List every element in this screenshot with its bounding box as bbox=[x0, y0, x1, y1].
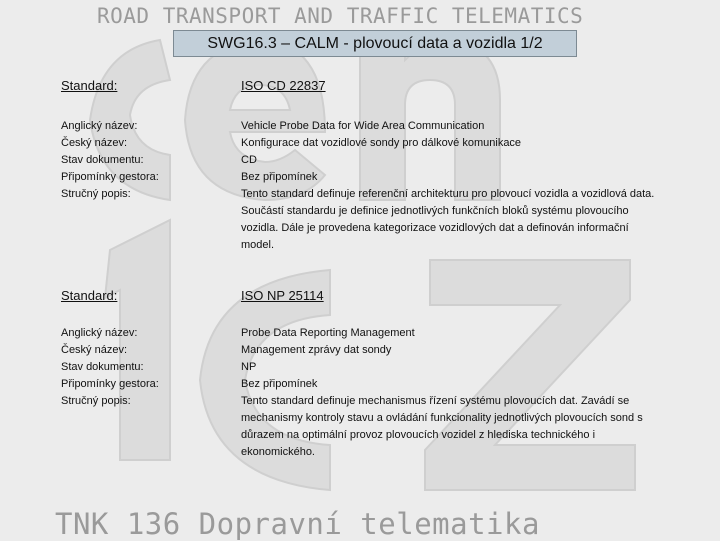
row-label: Český název: bbox=[61, 137, 128, 149]
row-label: Stav dokumentu: bbox=[61, 361, 144, 373]
row-value: CD bbox=[241, 154, 257, 166]
header-banner: ROAD TRANSPORT AND TRAFFIC TELEMATICS bbox=[97, 4, 584, 28]
slide-title bbox=[173, 30, 577, 57]
standard-block-2 bbox=[61, 288, 681, 461]
standard-code: ISO NP 25114 bbox=[241, 288, 324, 303]
row-label: Anglický název: bbox=[61, 120, 138, 132]
row-value: Bez připomínek bbox=[241, 378, 318, 390]
standard-label: Standard: bbox=[61, 288, 118, 303]
standard-code: ISO CD 22837 bbox=[241, 78, 326, 93]
row-value: NP bbox=[241, 361, 257, 373]
standard-block-1 bbox=[61, 78, 681, 254]
info-row bbox=[61, 325, 681, 342]
info-row bbox=[61, 135, 681, 152]
row-label: Připomínky gestora: bbox=[61, 378, 159, 390]
footer-banner: TNK 136 Dopravní telematika bbox=[55, 507, 540, 541]
info-row bbox=[61, 376, 681, 393]
info-row bbox=[61, 118, 681, 135]
standard-label: Standard: bbox=[61, 78, 118, 93]
info-row bbox=[61, 359, 681, 376]
row-value: Tento standard definuje mechanismus řízení systému plovoucích dat. Zavádí se mechanismy kontroly stavu a ovládání funkcionality jednotlivých plovoucích sond s důrazem na optimální provoz plovoucích vozidel z hlediska technického i ekonomického. bbox=[241, 395, 643, 458]
row-value: Tento standard definuje referenční architekturu pro plovoucí vozidla a vozidlová data. Součástí standardu je definice jednotlivých funkčních bloků systému plovoucího vozidla. Dále je provedena kategorizace vozidlových dat a definován informační model. bbox=[241, 188, 655, 251]
standard-heading bbox=[61, 78, 681, 93]
row-value: Probe Data Reporting Management bbox=[241, 327, 415, 339]
slide-title-text: SWG16.3 – CALM - plovoucí data a vozidla 1/2 bbox=[207, 34, 543, 52]
row-value: Konfigurace dat vozidlové sondy pro dálkové komunikace bbox=[241, 137, 522, 149]
row-label: Stručný popis: bbox=[61, 395, 131, 407]
info-row bbox=[61, 169, 681, 186]
info-row bbox=[61, 152, 681, 169]
row-value: Bez připomínek bbox=[241, 171, 318, 183]
row-label: Český název: bbox=[61, 344, 128, 356]
row-label: Stav dokumentu: bbox=[61, 154, 144, 166]
info-row bbox=[61, 186, 681, 254]
row-label: Anglický název: bbox=[61, 327, 138, 339]
info-row bbox=[61, 342, 681, 359]
row-value: Management zprávy dat sondy bbox=[241, 344, 392, 356]
standard-heading bbox=[61, 288, 681, 303]
row-label: Stručný popis: bbox=[61, 188, 131, 200]
info-row bbox=[61, 393, 681, 461]
row-label: Připomínky gestora: bbox=[61, 171, 159, 183]
row-value: Vehicle Probe Data for Wide Area Communication bbox=[241, 120, 485, 132]
